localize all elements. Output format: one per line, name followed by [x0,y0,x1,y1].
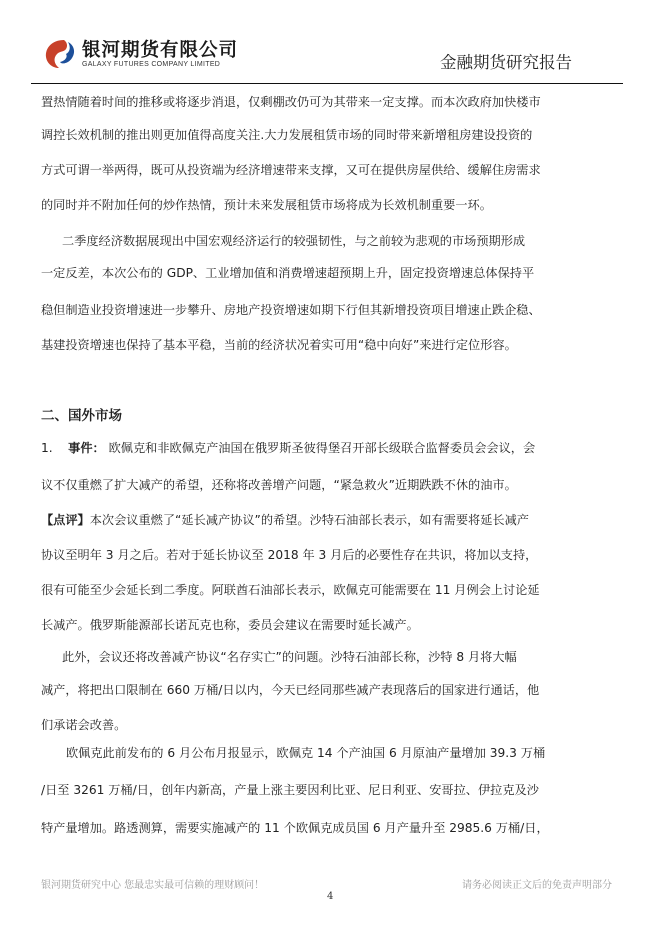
text-line: 议不仅重燃了扩大减产的希望，还称将改善增产问题，“紧急救火”近期跌跌不休的油市。 [41,478,517,492]
text-line: 很有可能至少会延长到二季度。阿联酋石油部长表示，欧佩克可能需要在 11 月例会上讨论延 [41,583,540,597]
item-label: 事件： [68,441,105,455]
header-divider [31,83,623,84]
text-line: 的同时并不附加任何的炒作热情，预计未来发展租赁市场将成为长效机制重要一环。 [41,198,492,212]
text-line: 一定反差，本次公布的 GDP、工业增加值和消费增速超预期上升，固定投资增速总体保持平 [41,266,535,280]
item-number: 1. [41,441,53,455]
footer-disclaimer: 请务必阅读正文后的免责声明部分 [462,880,612,891]
section-heading: 二、国外市场 [41,408,122,424]
text-line: /日至 3261 万桶/日，创年内新高，产量上涨主要因利比亚、尼日利亚、安哥拉、伊拉克及沙 [41,783,539,797]
text-line: 长减产。俄罗斯能源部长诺瓦克也称，委员会建议在需要时延长减产。 [41,618,419,632]
text-line: 基建投资增速也保持了基本平稳，当前的经济状况着实可用“稳中向好”来进行定位形容。 [41,338,517,352]
text-line: 欧佩克此前发布的 6 月公布月报显示，欧佩克 14 个产油国 6 月原油产量增加 39.3 万桶 [66,746,546,760]
text-line: 特产量增加。路透测算，需要实施减产的 11 个欧佩克成员国 6 月产量升至 2985.6 万桶/日， [41,821,549,835]
comment-text: 本次会议重燃了“延长减产协议”的希望。沙特石油部长表示，如有需要将延长减产 [89,513,529,527]
text-line: 们承诺会改善。 [41,718,127,732]
footer-slogan: 银河期货研究中心 您最忠实最可信赖的理财顾问！ [41,880,265,891]
text-line: 二季度经济数据展现出中国宏观经济运行的较强韧性，与之前较为悲观的市场预期形成 [62,234,526,248]
text-line: 减产，将把出口限制在 660 万桶/日以内，今天已经同那些减产表现落后的国家进行通话，他 [41,683,540,697]
galaxy-logo-icon [44,38,80,70]
text-line: 置热情随着时间的推移或将逐步消退，仅剩棚改仍可为其带来一定支撑。而本次政府加快楼市 [41,95,541,109]
text-line: 方式可谓一举两得，既可从投资端为经济增速带来支撑，又可在提供房屋供给、缓解住房需求 [41,163,541,177]
company-name-en: GALAXY FUTURES COMPANY LIMITED [82,61,221,68]
text-line: 此外，会议还将改善减产协议“名存实亡”的问题。沙特石油部长称，沙特 8 月将大幅 [62,650,517,664]
comment-line [41,512,529,528]
item-1-line [41,440,535,456]
comment-label: 【点评】 [41,513,90,527]
company-name-cn: 银河期货有限公司 [82,40,239,61]
report-type-title: 金融期货研究报告 [440,53,572,72]
text-line: 稳但制造业投资增速进一步攀升、房地产投资增速如期下行但其新增投资项目增速止跌企稳、 [41,303,541,317]
item-text: 欧佩克和非欧佩克产油国在俄罗斯圣彼得堡召开部长级联合监督委员会会议，会 [108,441,536,455]
page-number: 4 [327,891,334,902]
text-line: 调控长效机制的推出则更加值得高度关注.大力发展租赁市场的同时带来新增租房建设投资的 [41,128,533,142]
text-line: 协议至明年 3 月之后。若对于延长协议至 2018 年 3 月后的必要性存在共识，将加以支持， [41,548,538,562]
